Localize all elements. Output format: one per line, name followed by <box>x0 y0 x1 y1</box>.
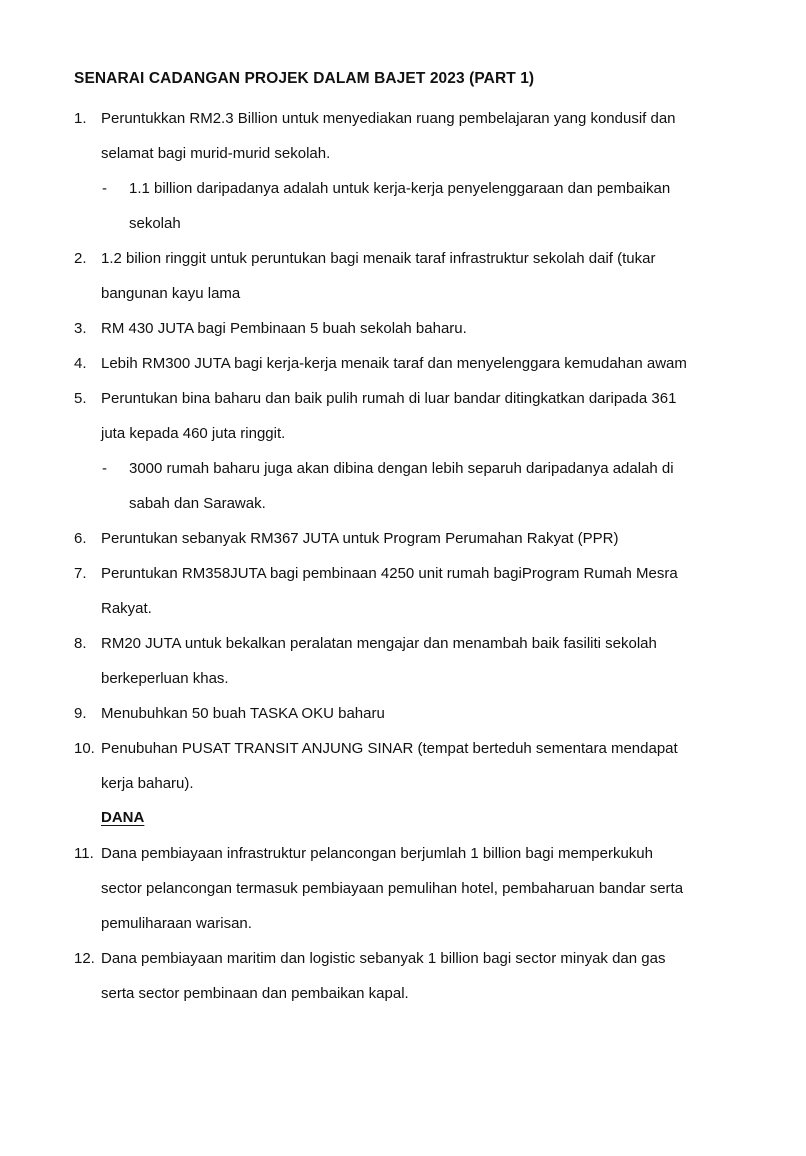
sub-item-text-line: sekolah <box>129 215 181 232</box>
item-text-line: RM20 JUTA untuk bekalkan peralatan mengajar dan menambah baik fasiliti sekolah <box>101 635 657 652</box>
item-text-line: Dana pembiayaan maritim dan logistic sebanyak 1 billion bagi sector minyak dan gas <box>101 950 666 967</box>
document-title: SENARAI CADANGAN PROJEK DALAM BAJET 2023 (PART 1) <box>74 70 535 87</box>
item-text-line: sector pelancongan termasuk pembiayaan pemulihan hotel, pembaharuan bandar serta <box>101 880 684 897</box>
item-number: 7. <box>74 565 87 582</box>
item-text-line: Dana pembiayaan infrastruktur pelancongan berjumlah 1 billion bagi memperkukuh <box>101 845 653 862</box>
item-number: 5. <box>74 390 87 407</box>
item-text-line: berkeperluan khas. <box>101 670 229 687</box>
item-number: 6. <box>74 530 87 547</box>
item-number: 2. <box>74 250 87 267</box>
item-text-line: kerja baharu). <box>101 775 194 792</box>
sub-item-text-line: 3000 rumah baharu juga akan dibina dengan lebih separuh daripadanya adalah di <box>129 460 674 477</box>
item-text-line: bangunan kayu lama <box>101 285 241 302</box>
item-number: 9. <box>74 705 87 722</box>
item-text-line: 1.2 bilion ringgit untuk peruntukan bagi menaik taraf infrastruktur sekolah daif (tukar <box>101 250 656 267</box>
item-text-line: Lebih RM300 JUTA bagi kerja-kerja menaik taraf dan menyelenggara kemudahan awam <box>101 355 687 372</box>
item-number: 1. <box>74 110 87 127</box>
section-heading: DANA <box>101 809 145 826</box>
item-text-line: Rakyat. <box>101 600 152 617</box>
item-number: 11. <box>74 845 94 862</box>
item-number: 12. <box>74 950 95 967</box>
item-text-line: Peruntukan RM358JUTA bagi pembinaan 4250 unit rumah bagiProgram Rumah Mesra <box>101 565 678 582</box>
item-number: 3. <box>74 320 87 337</box>
item-text-line: Peruntukkan RM2.3 Billion untuk menyediakan ruang pembelajaran yang kondusif dan <box>101 110 676 127</box>
item-number: 8. <box>74 635 87 652</box>
sub-item-text-line: 1.1 billion daripadanya adalah untuk kerja-kerja penyelenggaraan dan pembaikan <box>129 180 671 197</box>
item-text-line: juta kepada 460 juta ringgit. <box>101 425 286 442</box>
item-text-line: Menubuhkan 50 buah TASKA OKU baharu <box>101 705 385 722</box>
item-number: 4. <box>74 355 87 372</box>
item-text-line: RM 430 JUTA bagi Pembinaan 5 buah sekolah baharu. <box>101 320 467 337</box>
sub-bullet: - <box>102 180 107 197</box>
item-text-line: Penubuhan PUSAT TRANSIT ANJUNG SINAR (tempat berteduh sementara mendapat <box>101 740 678 757</box>
item-text-line: serta sector pembinaan dan pembaikan kapal. <box>101 985 409 1002</box>
item-text-line: Peruntukan bina baharu dan baik pulih rumah di luar bandar ditingkatkan daripada 361 <box>101 390 677 407</box>
item-text-line: Peruntukan sebanyak RM367 JUTA untuk Program Perumahan Rakyat (PPR) <box>101 530 619 547</box>
item-number: 10. <box>74 740 95 757</box>
sub-item-text-line: sabah dan Sarawak. <box>129 495 266 512</box>
sub-bullet: - <box>102 460 107 477</box>
item-text-line: pemuliharaan warisan. <box>101 915 252 932</box>
item-text-line: selamat bagi murid-murid sekolah. <box>101 145 331 162</box>
